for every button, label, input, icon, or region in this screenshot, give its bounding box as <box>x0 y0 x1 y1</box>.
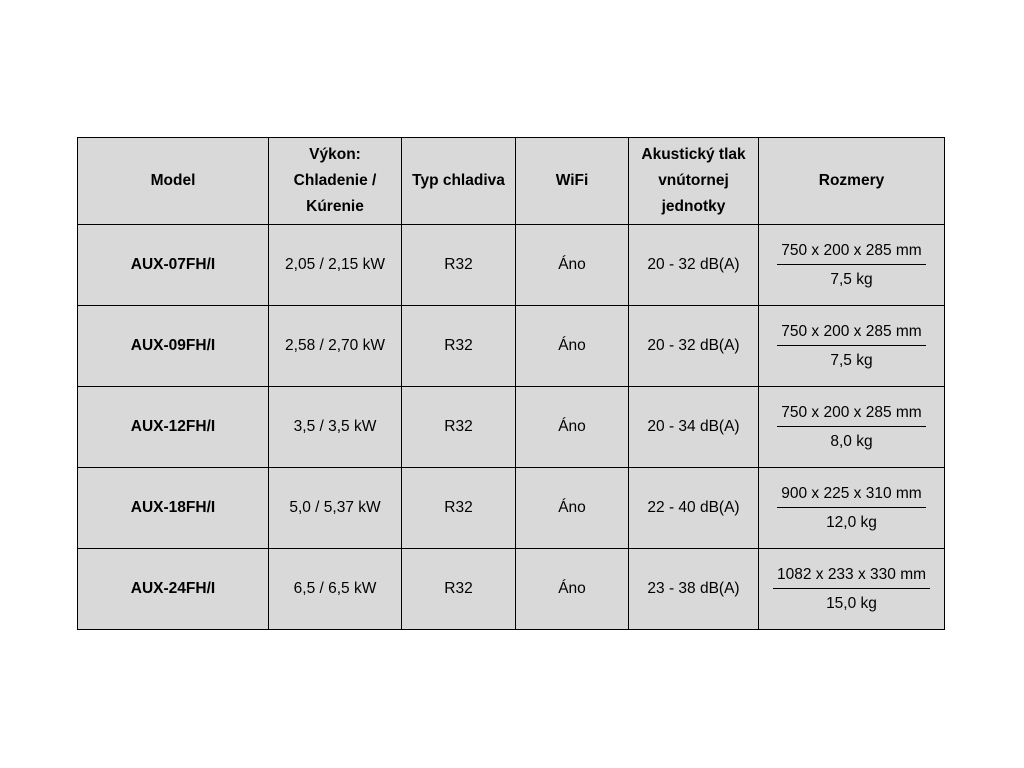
header-power-line-2: Chladenie / <box>293 172 377 189</box>
dimensions-value: 750 x 200 x 285 mm <box>777 400 925 427</box>
header-noise-line-2: vnútornej <box>658 172 729 189</box>
power-cell: 5,0 / 5,37 kW <box>269 468 402 549</box>
refrigerant-cell: R32 <box>402 468 516 549</box>
model-cell: AUX-12FH/I <box>78 387 269 468</box>
model-cell: AUX-24FH/I <box>78 549 269 630</box>
header-refrigerant <box>402 138 516 225</box>
header-model-label: Model <box>150 172 196 189</box>
dimensions-value: 1082 x 233 x 330 mm <box>773 562 930 589</box>
header-wifi <box>516 138 629 225</box>
dimensions-cell <box>759 387 945 468</box>
wifi-cell: Áno <box>516 387 629 468</box>
header-wifi-label: WiFi <box>555 172 589 189</box>
model-cell: AUX-18FH/I <box>78 468 269 549</box>
wifi-cell: Áno <box>516 306 629 387</box>
refrigerant-cell: R32 <box>402 387 516 468</box>
table-row <box>78 306 945 387</box>
table-row <box>78 225 945 306</box>
noise-cell: 20 - 34 dB(A) <box>629 387 759 468</box>
dimensions-value: 750 x 200 x 285 mm <box>777 238 925 265</box>
model-cell: AUX-09FH/I <box>78 306 269 387</box>
power-cell: 2,58 / 2,70 kW <box>269 306 402 387</box>
header-refrigerant-label: Typ chladiva <box>412 172 505 189</box>
noise-cell: 20 - 32 dB(A) <box>629 306 759 387</box>
wifi-cell: Áno <box>516 468 629 549</box>
dimensions-value: 750 x 200 x 285 mm <box>777 319 925 346</box>
header-power-line-1: Výkon: <box>309 146 361 163</box>
noise-cell: 22 - 40 dB(A) <box>629 468 759 549</box>
spec-table <box>77 137 945 630</box>
power-cell: 6,5 / 6,5 kW <box>269 549 402 630</box>
wifi-cell: Áno <box>516 225 629 306</box>
refrigerant-cell: R32 <box>402 549 516 630</box>
model-cell: AUX-07FH/I <box>78 225 269 306</box>
weight-value: 15,0 kg <box>826 594 877 612</box>
dimensions-cell <box>759 468 945 549</box>
header-noise <box>629 138 759 225</box>
header-noise-line-1: Akustický tlak <box>641 146 746 163</box>
dimensions-value: 900 x 225 x 310 mm <box>777 481 925 508</box>
weight-value: 12,0 kg <box>826 513 877 531</box>
weight-value: 7,5 kg <box>830 270 873 288</box>
table-row <box>78 387 945 468</box>
header-dimensions-label: Rozmery <box>818 172 885 189</box>
weight-value: 8,0 kg <box>830 432 873 450</box>
weight-value: 7,5 kg <box>830 351 873 369</box>
power-cell: 3,5 / 3,5 kW <box>269 387 402 468</box>
dimensions-cell <box>759 225 945 306</box>
refrigerant-cell: R32 <box>402 225 516 306</box>
header-noise-line-3: jednotky <box>661 198 726 215</box>
dimensions-cell <box>759 549 945 630</box>
header-power <box>269 138 402 225</box>
table-row <box>78 468 945 549</box>
header-dimensions <box>759 138 945 225</box>
refrigerant-cell: R32 <box>402 306 516 387</box>
noise-cell: 20 - 32 dB(A) <box>629 225 759 306</box>
power-cell: 2,05 / 2,15 kW <box>269 225 402 306</box>
noise-cell: 23 - 38 dB(A) <box>629 549 759 630</box>
wifi-cell: Áno <box>516 549 629 630</box>
dimensions-cell <box>759 306 945 387</box>
header-row <box>78 138 945 225</box>
header-power-line-3: Kúrenie <box>306 198 364 215</box>
table-row <box>78 549 945 630</box>
header-model <box>78 138 269 225</box>
